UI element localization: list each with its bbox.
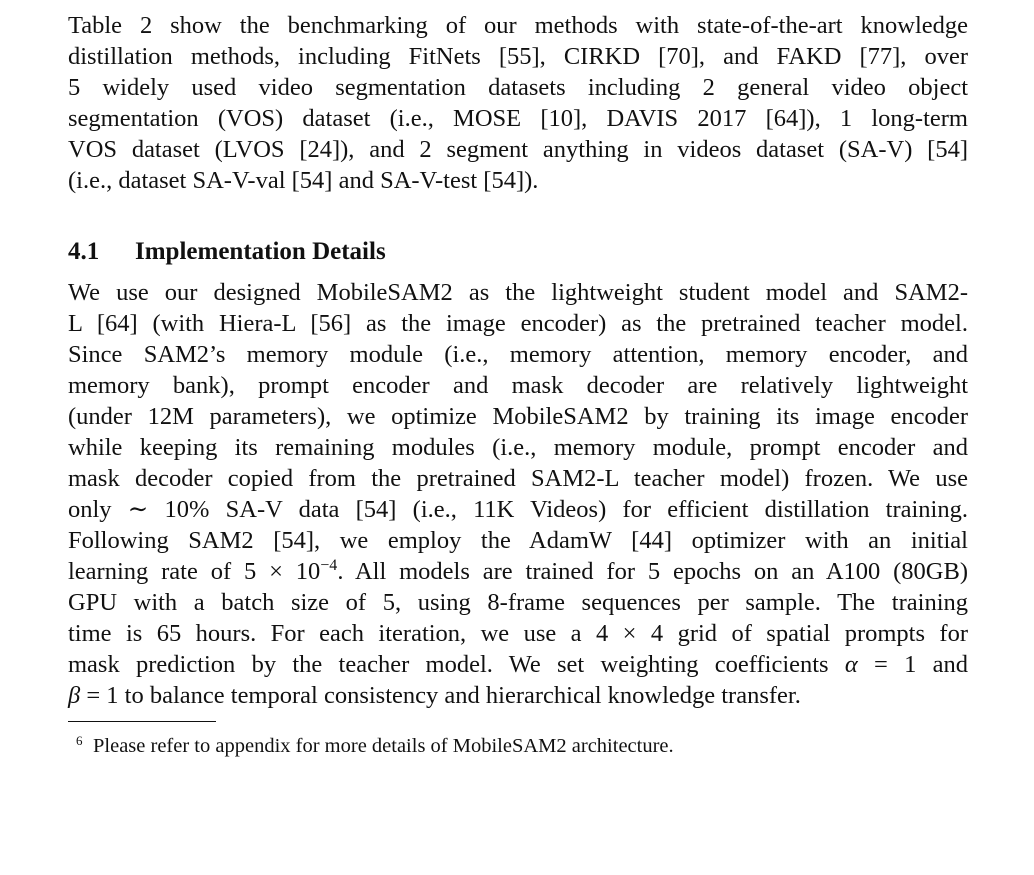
text-line: 5 widely used video segmentation datasets including 2 general video object	[68, 74, 968, 101]
footnote-rule	[68, 721, 216, 722]
footnote	[68, 728, 968, 759]
text-line-learning-rate	[68, 556, 968, 587]
alpha-value: = 1 and	[857, 651, 968, 678]
text-line: GPU with a batch size of 5, using 8-frame sequences per sample. The training	[68, 589, 968, 616]
text-line: VOS dataset (LVOS [24]), and 2 segment anything in videos dataset (SA-V) [54]	[68, 136, 968, 163]
lr-exponent: −4	[320, 556, 338, 574]
lr-suffix: . All models are trained for 5 epochs on an A100 (80GB)	[337, 558, 968, 585]
text-line: segmentation (VOS) dataset (i.e., MOSE [10], DAVIS 2017 [64]), 1 long-term	[68, 105, 968, 132]
text-line: Since SAM2’s memory module (i.e., memory attention, memory encoder, and	[68, 341, 968, 368]
text-line: time is 65 hours. For each iteration, we use a 4 × 4 grid of spatial prompts for	[68, 620, 968, 647]
text-line: memory bank), prompt encoder and mask decoder are relatively lightweight	[68, 372, 968, 399]
footnote-marker: 6	[76, 733, 83, 748]
text-line: Following SAM2 [54], we employ the AdamW [44] optimizer with an initial	[68, 527, 968, 554]
text-line-coefficients	[68, 649, 968, 680]
beta-symbol: β	[68, 682, 81, 709]
text-line: only ∼ 10% SA-V data [54] (i.e., 11K Videos) for efficient distillation training.	[68, 496, 968, 523]
text-line: Table 2 show the benchmarking of our methods with state-of-the-art knowledge	[68, 12, 968, 39]
section-title: Implementation Details	[135, 238, 386, 265]
text-line: distillation methods, including FitNets [55], CIRKD [70], and FAKD [77], over	[68, 43, 968, 70]
alpha-symbol: α	[844, 651, 858, 678]
coef-prefix: mask prediction by the teacher model. We set weighting coefficients	[68, 651, 845, 678]
text-line: (i.e., dataset SA-V-val [54] and SA-V-test [54]).	[68, 167, 539, 194]
intro-paragraph	[68, 10, 968, 196]
text-line: We use our designed MobileSAM2 as the lightweight student model and SAM2-	[68, 279, 968, 306]
section-number: 4.1	[68, 238, 100, 265]
lr-prefix: learning rate of 5 × 10	[68, 558, 321, 585]
text-line: L [64] (with Hiera-L [56] as the image encoder) as the pretrained teacher model.	[68, 310, 968, 337]
beta-rest: = 1 to balance temporal consistency and hierarchical knowledge transfer.	[80, 682, 801, 709]
footnote-text: Please refer to appendix for more details of MobileSAM2 architecture.	[93, 735, 674, 757]
text-line: mask decoder copied from the pretrained SAM2-L teacher model) frozen. We use	[68, 465, 968, 492]
section-heading	[68, 236, 968, 267]
paper-page	[68, 10, 968, 759]
text-line-beta	[68, 680, 968, 711]
text-line: (under 12M parameters), we optimize MobileSAM2 by training its image encoder	[68, 403, 968, 430]
text-line: while keeping its remaining modules (i.e., memory module, prompt encoder and	[68, 434, 968, 461]
body-paragraph	[68, 277, 968, 711]
